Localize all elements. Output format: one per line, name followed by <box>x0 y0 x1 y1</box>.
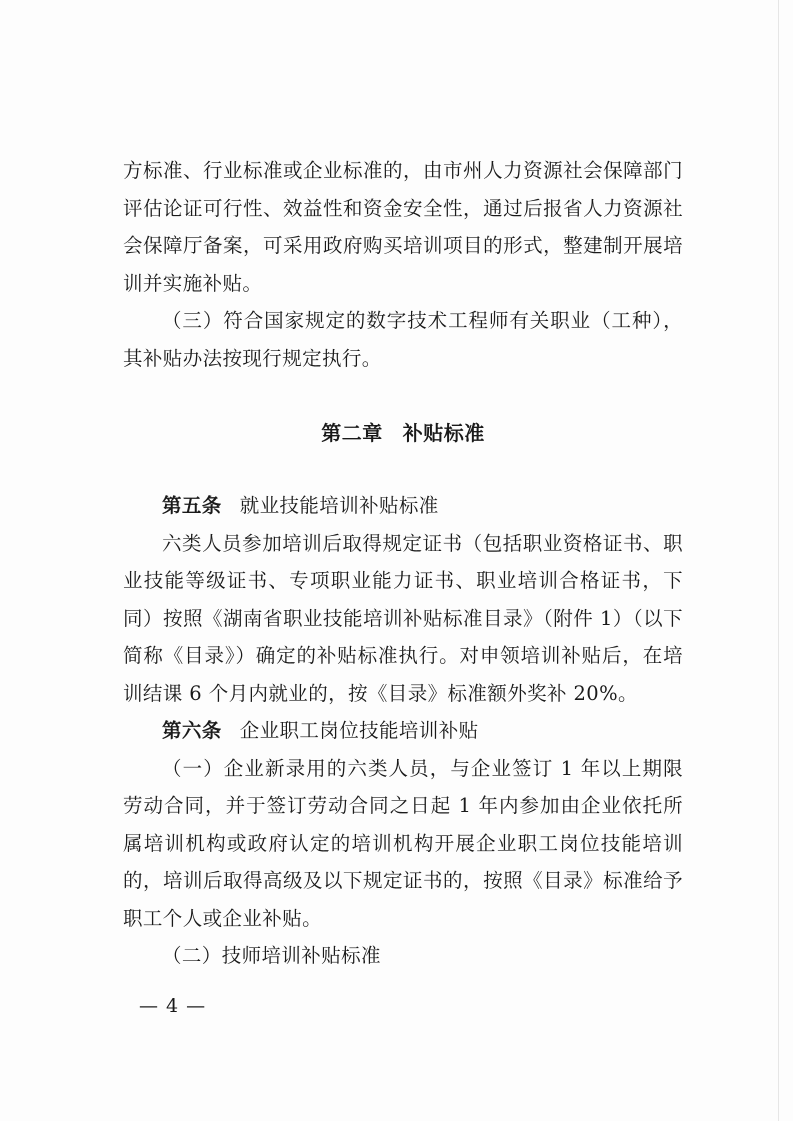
article-5-title: 就业技能培训补贴标准 <box>239 494 439 517</box>
article-5-heading <box>123 487 683 525</box>
article-6-heading <box>123 712 683 750</box>
chapter-heading <box>123 415 683 452</box>
scan-edge-line <box>778 0 779 1121</box>
article-5-body: 六类人员参加培训后取得规定证书（包括职业资格证书、职业技能等级证书、专项职业能力证书、职业培训合格证书，下同）按照《湖南省职业技能培训补贴标准目录》（附件 1）（以下简称《目录》）确定的补贴标准执行。对申领培训补贴后，在培训结课 6 个月内就业的，按《目录》标准额外奖补 20%。 <box>123 531 683 705</box>
document-body <box>123 152 683 975</box>
chapter-number: 第二章 <box>321 421 383 445</box>
article-6-item-2: （二）技师培训补贴标准 <box>162 944 381 967</box>
article-5-label: 第五条 <box>162 494 222 517</box>
paragraph-item-3: （三）符合国家规定的数字技术工程师有关职业（工种），其补贴办法按现行规定执行。 <box>123 309 683 370</box>
chapter-title: 补贴标准 <box>402 421 485 445</box>
page-number: — 4 — <box>139 995 207 1017</box>
paragraph-continued: 方标准、行业标准或企业标准的，由市州人力资源社会保障部门评估论证可行性、效益性和资金安全性，通过后报省人力资源社会保障厅备案，可采用政府购买培训项目的形式，整建制开展培训并实施补贴。 <box>123 159 683 295</box>
article-6-title: 企业职工岗位技能培训补贴 <box>239 719 479 742</box>
article-6-item-1: （一）企业新录用的六类人员，与企业签订 1 年以上期限劳动合同，并于签订劳动合同之日起 1 年内参加由企业依托所属培训机构或政府认定的培训机构开展企业职工岗位技能培训的，培训后取得高级及以下规定证书的，按照《目录》标准给予职工个人或企业补贴。 <box>123 756 683 930</box>
article-6-label: 第六条 <box>162 719 222 742</box>
